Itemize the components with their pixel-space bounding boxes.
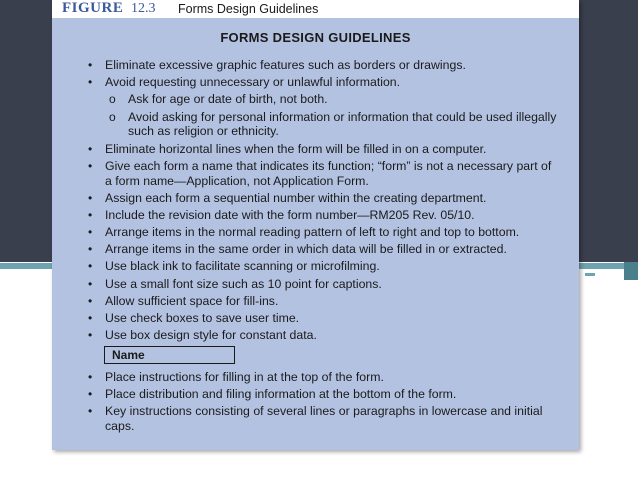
bullet-marker: •	[88, 328, 93, 343]
list-item	[52, 259, 555, 274]
figure-caption	[52, 0, 579, 18]
sub-list-item	[52, 92, 558, 107]
list-item	[52, 208, 555, 223]
accent-line-left	[0, 263, 52, 269]
list-item-text: Arrange items in the normal reading pattern of left to right and top to bottom.	[105, 225, 520, 240]
list-item-text: Place instructions for filling in at the top of the form.	[105, 370, 384, 385]
list-item-text: Eliminate horizontal lines when the form will be filled in on a computer.	[105, 141, 487, 156]
list-item	[52, 191, 555, 206]
sub-bullet-marker: o	[109, 109, 116, 124]
list-item	[52, 387, 555, 402]
bullet-marker: •	[88, 207, 93, 222]
list-item	[52, 277, 555, 292]
list-item-text: Ask for age or date of birth, not both.	[128, 92, 328, 107]
bullet-marker: •	[88, 387, 93, 402]
list-item	[52, 75, 555, 90]
bullet-marker: •	[88, 242, 93, 257]
list-item-text: Use a small font size such as 10 point for captions.	[105, 276, 382, 291]
figure-label: FIGURE	[62, 0, 124, 16]
bullet-marker: •	[88, 276, 93, 291]
bullet-marker: •	[88, 311, 93, 326]
sub-list-item	[52, 110, 558, 140]
list-item	[52, 404, 555, 434]
list-item	[52, 370, 555, 385]
list-item-text: Use box design style for constant data.	[105, 328, 317, 343]
guidelines-list	[52, 58, 579, 436]
list-item-text: Arrange items in the same order in which data will be filled in or extracted.	[105, 242, 507, 257]
bullet-marker: •	[88, 404, 93, 419]
list-item	[52, 242, 555, 257]
list-item	[52, 225, 555, 240]
list-item	[52, 58, 555, 73]
bullet-marker: •	[88, 190, 93, 205]
bullet-marker: •	[88, 141, 93, 156]
guidelines-heading: FORMS DESIGN GUIDELINES	[220, 30, 411, 45]
example-name-box-row	[52, 346, 579, 364]
list-item-text: Key instructions consisting of several lines or paragraphs in lowercase and initial caps.	[105, 404, 543, 434]
list-item	[52, 311, 555, 326]
list-item-text: Assign each form a sequential number within the creating department.	[105, 190, 487, 205]
figure-panel	[52, 0, 579, 450]
bullet-marker: •	[88, 225, 93, 240]
bullet-marker: •	[88, 75, 93, 90]
list-item-text: Avoid asking for personal information or information that could be used illegally such as religion or ethnicity.	[128, 109, 557, 139]
bullet-marker: •	[88, 259, 93, 274]
bullet-marker: •	[88, 158, 93, 173]
bullet-marker: •	[88, 370, 93, 385]
list-item-text: Eliminate excessive graphic features such as borders or drawings.	[105, 58, 466, 72]
list-item-text: Include the revision date with the form number—RM205 Rev. 05/10.	[105, 207, 475, 222]
example-name-box: Name	[104, 346, 235, 364]
list-item	[52, 294, 555, 309]
sub-bullet-marker: o	[109, 92, 116, 107]
list-item	[52, 159, 555, 189]
list-item-text: Use check boxes to save user time.	[105, 311, 300, 326]
list-item-text: Avoid requesting unnecessary or unlawful information.	[105, 75, 401, 90]
list-item	[52, 142, 555, 157]
list-item-text: Use black ink to facilitate scanning or microfilming.	[105, 259, 380, 274]
figure-number: 12.3	[131, 1, 156, 16]
figure-title: Forms Design Guidelines	[178, 2, 319, 16]
list-item-text: Allow sufficient space for fill-ins.	[105, 293, 279, 308]
accent-line-dash	[585, 273, 595, 276]
accent-block-right	[624, 262, 638, 280]
bullet-marker: •	[88, 58, 93, 72]
list-item-text: Place distribution and filing information at the bottom of the form.	[105, 387, 457, 402]
list-item-text: Give each form a name that indicates its function; “form” is not a necessary part of a form name—Application, not Application Form.	[105, 158, 552, 188]
list-item	[52, 328, 555, 343]
bullet-marker: •	[88, 293, 93, 308]
